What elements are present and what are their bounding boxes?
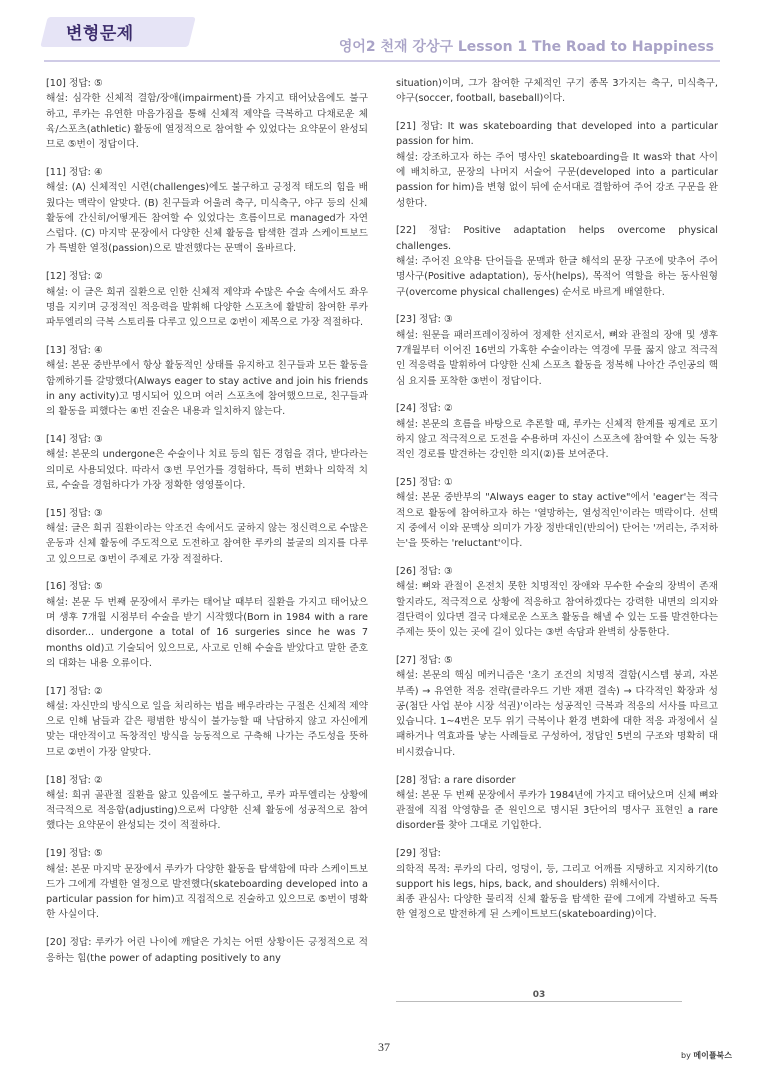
answer-heading: [29] 정답:	[396, 848, 441, 860]
page-number: 37	[378, 1040, 390, 1054]
answer-explanation: 해설: 자신만의 방식으로 일을 처리하는 법을 배우라라는 구절은 신체적 제약으로 인해 남들과 같은 평범한 방식이 불가능할 때 낙담하지 않고 자신에게 맞는 대안적이고 독창적인 방식을 능동적으로 구축해 나가는 주도성을 뜻하므로 ②번이 가장 알맞다.	[46, 700, 368, 758]
publisher-by: by	[681, 1051, 691, 1060]
answer-heading: [25] 정답: ①	[396, 477, 453, 489]
answer-item	[396, 773, 718, 834]
answer-column-right	[396, 76, 718, 935]
answer-item	[46, 76, 368, 152]
section-badge: 변형문제	[66, 24, 134, 44]
answer-explanation: 해설: 본문의 핵심 메커니즘은 '초기 조건의 치명적 결함(시스템 붕괴, 자본 부족) → 유연한 적응 전략(클라우드 기반 재편 결속) → 다각적인 확장과 성공(첨단 사업 분야 시장 석권)'이라는 성공적인 극복과 적응의 서사를 따르고 있습니다. 1~4번은 모두 위기 극복이나 환경 변화에 대한 적응 과정에서 실패하거나 역효과를 낳는 사례들로 구성하여, 정답인 5번의 구조와 명확히 대비시켰습니다.	[396, 670, 718, 758]
answer-heading: [11] 정답: ④	[46, 166, 103, 178]
header-divider	[44, 60, 720, 62]
answer-explanation: 해설: 주어진 요약용 단어들을 문맥과 한글 해석의 문장 구조에 맞추어 주어 명사구(Positive adaptation), 동사(helps), 목적어 역할을 하는 동사원형구(overcome physical challenges) 순서로 바르게 배열한다.	[396, 255, 718, 298]
answer-explanation: 해설: 강조하고자 하는 주어 명사인 skateboarding을 It was와 that 사이에 배치하고, 문장의 나머지 서술어 구문(developed into a particular passion for him)을 변형 없이 뒤에 순서대로 결합하여 주어 강조 구문을 완성한다.	[396, 151, 718, 209]
answer-item	[46, 343, 368, 419]
answer-explanation: 최종 관심사: 다양한 물리적 신체 활동을 탐색한 끝에 그에게 각별하고 독특한 열정으로 발전하게 된 스케이트보드(skateboarding)이다.	[396, 894, 718, 921]
answer-heading: [16] 정답: ⑤	[46, 581, 103, 593]
answer-explanation: 해설: 본문 마지막 문장에서 루카가 다양한 활동을 탐색함에 따라 스케이트보드가 그에게 각별한 열정으로 발전했다(skateboarding developed into a particular passion for him)고 직접적으로 진술하고 있으므로 ⑤번이 명확한 사실이다.	[46, 863, 368, 921]
answer-explanation: 해설: 본문 두 번째 문장에서 루카는 태어날 때부터 질환을 가지고 태어났으며 생후 7개월 시점부터 수술을 받기 시작했다(Born in 1984 with a rare disorder... undergone a total of 16 surgeries since he was 7 months old)고 기술되어 있으므로, 사고로 인해 수술을 받았다고 말한 준호의 대화는 내용 오류이다.	[46, 596, 368, 669]
answer-item	[396, 223, 718, 299]
section-divider	[396, 1001, 682, 1002]
answer-heading: [13] 정답: ④	[46, 344, 103, 356]
answer-explanation: 해설: 본문 두 번째 문장에서 루카가 1984년에 가지고 태어났으며 신체 뼈와 관절에 직접 악영향을 준 원인으로 명시된 3단어의 명사구 표현인 a rare disorder를 찾아 그대로 기입한다.	[396, 789, 718, 832]
answer-heading: situation)이며, 그가 참여한 구체적인 구기 종목 3가지는 축구, 미식축구, 야구(soccer, football, baseball)이다.	[396, 78, 718, 105]
answer-item	[46, 432, 368, 493]
document-title	[339, 36, 714, 56]
answer-heading: [20] 정답: 루카가 어린 나이에 깨달은 가치는 어떤 상황이든 긍정적으로 적응하는 힘(the power of adapting positively to any	[46, 937, 368, 964]
answer-explanation: 해설: 본문의 undergone은 수술이나 치료 등의 힘든 경험을 겪다, 받다라는 의미로 사용되었다. 따라서 ③번 무언가를 경험하다, 특히 변화나 의학적 치료, 수술을 경험하다가 가장 정확한 영영풀이다.	[46, 449, 368, 491]
answer-explanation: 해설: 원문을 패러프레이징하여 정제한 선지로서, 뼈와 관절의 장애 및 생후 7개월부터 이어진 16번의 가혹한 수술이라는 역경에 무릎 꿇지 않고 적극적인 적응력을 발휘하여 다양한 신체 스포츠 활동을 정복해 나아간 주인공의 핵심 요지를 포착한 ③번이 정답이다.	[396, 329, 718, 387]
answer-explanation: 해설: 심각한 신체적 결함/장애(impairment)를 가지고 태어났음에도 불구하고, 루카는 유연한 마음가짐을 통해 신체적 제약을 극복하고 다채로운 체육/스포츠(athletic) 활동에 열정적으로 참여할 수 있었다는 요약문이 완성되므로 ⑤번이 정답이다.	[46, 93, 368, 151]
answer-item	[46, 935, 368, 966]
answer-item	[396, 653, 718, 760]
answer-heading: [26] 정답: ③	[396, 566, 453, 578]
answer-explanation: 해설: 희귀 골관절 질환을 앓고 있음에도 불구하고, 루카 파투엘리는 상황에 적극적으로 적응함(adjusting)으로써 다양한 신체 활동에 성공적으로 참여했다는 요약문이 완성되는 것이 적절하다.	[46, 789, 368, 832]
answer-explanation: 해설: 이 글은 희귀 질환으로 인한 신체적 제약과 수많은 수술 속에서도 좌우명을 지키며 긍정적인 적응력을 발휘해 다양한 스포츠에 활발히 참여한 루카 파투엘리의 극복 스토리를 다루고 있으므로 ②번이 제목으로 가장 적절하다.	[46, 286, 368, 329]
answer-heading: [10] 정답: ⑤	[46, 78, 103, 89]
answer-item	[396, 475, 718, 551]
document-title-lesson: Lesson 1 The Road to Happiness	[457, 39, 714, 55]
answer-explanation: 해설: (A) 신체적인 시련(challenges)에도 불구하고 긍정적 태도의 힘을 배웠다는 맥락이 알맞다. (B) 친구들과 어울려 축구, 미식축구, 야구 등의 신체 활동에 간신히/어떻게든 참여할 수 있었다는 흐름이므로 managed가 자연스럽다. (C) 마지막 문장에서 다양한 신체 활동을 탐색한 결과 스케이트보드가 특별한 열정(passion)으로 발전했다는 문맥이 올바르다.	[46, 182, 368, 255]
answer-item	[46, 506, 368, 567]
answer-heading: [15] 정답: ③	[46, 507, 103, 519]
answer-item	[46, 579, 368, 671]
answer-item	[396, 564, 718, 640]
document-title-course: 영어2 천재 강상구	[338, 39, 454, 55]
answer-item	[46, 684, 368, 760]
answer-explanation: 해설: 본문의 흐름을 바탕으로 추론할 때, 루카는 신체적 한계를 핑계로 포기하지 않고 적극적으로 도전을 수용하며 자신이 스포츠에 참여할 수 있는 독창적인 경로를 발견하는 강인한 의지(②)를 보여준다.	[396, 418, 718, 461]
answer-item	[396, 76, 718, 107]
answer-item	[46, 846, 368, 922]
publisher-credit	[681, 1050, 732, 1061]
publisher-name: 메이플북스	[693, 1051, 732, 1060]
answer-heading: [24] 정답: ②	[396, 403, 453, 415]
answer-item	[396, 312, 718, 388]
answer-heading: [21] 정답: It was skateboarding that developed into a particular passion for him.	[396, 121, 718, 148]
answer-heading: [23] 정답: ③	[396, 314, 453, 326]
answer-heading: [28] 정답: a rare disorder	[396, 774, 516, 786]
answer-heading: [17] 정답: ②	[46, 685, 103, 697]
answer-explanation: 해설: 본문 중반부의 "Always eager to stay active"에서 'eager'는 적극적으로 활동에 참여하고자 하는 '열망하는, 열성적인'이라는 맥락이다. 선택지 중에서 이와 문맥상 의미가 가장 정반대인(반의어) 단어는 '꺼리는, 주저하는'을 뜻하는 'reluctant'이다.	[396, 492, 718, 550]
answer-heading: [18] 정답: ②	[46, 774, 103, 786]
answer-item	[396, 119, 718, 211]
answer-column-left	[46, 76, 368, 978]
answer-explanation: 해설: 뼈와 관절이 온전치 못한 치명적인 장애와 무수한 수술의 장벽이 존재할지라도, 적극적으로 상황에 적응하고 참여하겠다는 강력한 내면의 의지와 결단력이 있다면 결국 다채로운 스포츠 활동을 해낼 수 있는 도를 발견한다는 주제는 뜻이 있는 곳에 길이 있다는 ③번 속담과 완벽히 상통한다.	[396, 581, 718, 639]
answer-item	[396, 846, 718, 922]
answer-heading: [12] 정답: ②	[46, 271, 103, 283]
answer-item	[46, 165, 368, 257]
section-number: 03	[532, 990, 546, 1000]
answer-item	[46, 773, 368, 834]
answer-item	[396, 401, 718, 462]
answer-explanation: 해설: 글은 희귀 질환이라는 악조건 속에서도 굴하지 않는 정신력으로 수많은 운동과 신체 활동에 주도적으로 도전하고 참여한 루카의 불굴의 의지를 다루고 있으므로 ③번이 주제로 가장 적절하다.	[46, 522, 368, 565]
answer-heading: [22] 정답: Positive adaptation helps overcome physical challenges.	[396, 225, 718, 252]
answer-heading: [27] 정답: ⑤	[396, 655, 453, 666]
answer-heading: [19] 정답: ⑤	[46, 848, 103, 860]
answer-item	[46, 269, 368, 330]
answer-heading: [14] 정답: ③	[46, 433, 103, 445]
answer-explanation: 해설: 본문 중반부에서 항상 활동적인 상태를 유지하고 친구들과 모든 활동을 함께하기를 갈망했다(Always eager to stay active and join his friends in any activity)고 명시되어 있으며 여러 스포츠에 참여했으므로, 친구들과의 활동을 피했다는 ④번 진술은 내용과 일치하지 않는다.	[46, 360, 368, 418]
answer-explanation: 의학적 목적: 루카의 다리, 엉덩이, 등, 그리고 어깨를 지탱하고 지지하기(to support his legs, hips, back, and shoulders) 위해서이다.	[396, 863, 718, 890]
